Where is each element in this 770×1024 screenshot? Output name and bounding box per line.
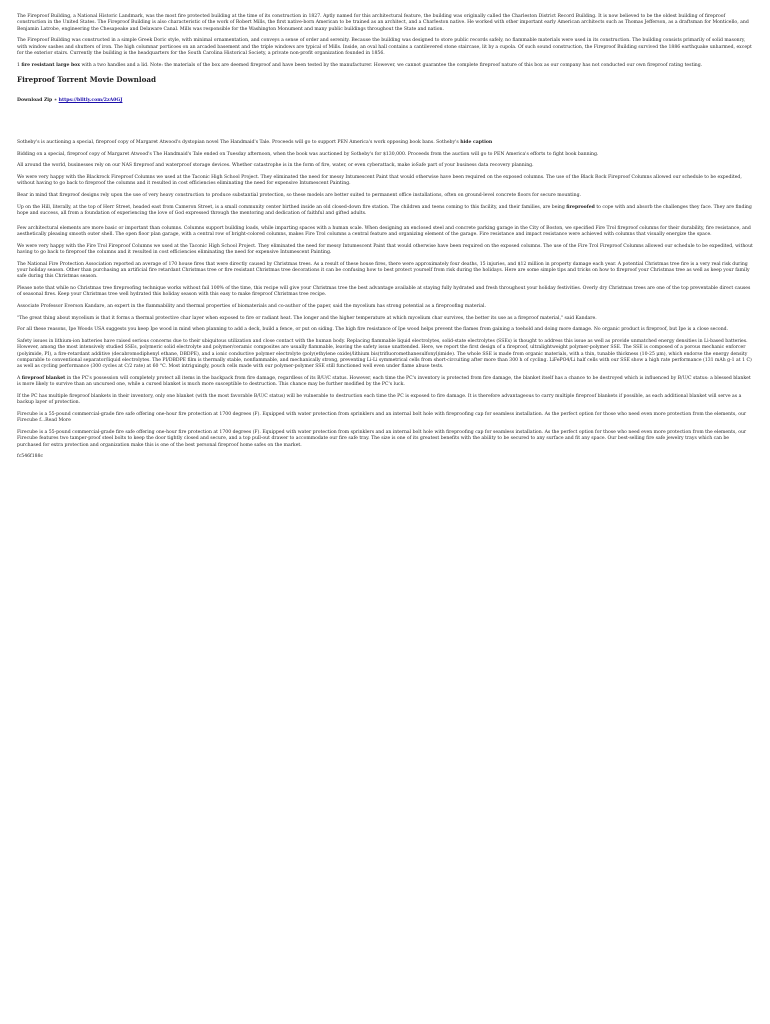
document-page — [0, 0, 770, 461]
body-paragraph: Safety issues in lithium-ion batteries have raised serious concerns due to their ubiquitous utilization and close contact with the human body. Replacing flammable liquid electrolytes, solid-state electrolytes (SSEs) is thought to address this issue as well as provide unmatched energy densities in Li-based batteries. However, among the most intensively studied SSEs, polymeric solid electrolyte and polymer/ceramic composites are usually flammable, leaving the safety issue unattended. Here, we report the first design of a fireproof, ultralightweight polymer-polymer SSE. The SSE is composed of a porous mechanic enforcer (polyimide, PI), a fire-retardant additive (decabromodiphenyl ethane, DBDPE), and a ionic conductive polymer electrolyte (poly(ethylene oxide)/lithium bis(trifluoromethanesulfonyl)imide). The whole SSE is made from organic materials, with a thin, tunable thickness (10-25 μm), which endorse the energy density comparable to conventional separator/liquid electrolytes. The PI/DBDPE film is thermally stable, nonflammable, and mechanically strong, preventing Li-Li symmetrical cells from short-circuiting after more than 300 h of cycling. LiFePO4/Li half cells with our SSE show a high rate performance (131 mAh g-1 at 1 C) as well as cycling performance (300 cycles at C/2 rate) at 60 °C. Most intriguingly, pouch cells made with our polymer-polymer SSE still functioned well even under flame abuse tests. — [17, 338, 752, 370]
read-more-link[interactable]: Read More — [45, 418, 71, 424]
body-paragraph: We were very happy with the Blackrock Fireproof Columns we used at the Taconic High School Project. They eliminated the need for messy Intumescent Paint that would otherwise have been required on the exposed columns. The use of the Black Rock Fireproof Columns allowed our schedule to be expedited, without having to go back to fireproof the columns and it resulted in cost efficiencies eliminating the need for expensive Intumescent Painting. — [17, 175, 742, 187]
intro-paragraph-3: 1 fire resistant large box with a two handles and a lid. Note: the materials of the box are deemed fireproof and have been tested by the manufacturer. However, we cannot guarantee the complete fireproof nature of this box as our company has not conducted our own fireproof rating testing. — [17, 62, 703, 68]
bold-phrase: fire resistant large box — [21, 62, 80, 68]
body-paragraph: Firecube is a 55-pound commercial-grade fire safe offering one-hour fire protection at 1700 degrees (F). Equipped with water protection from sprinklers and an internal bolt hole with fireproofing cap for seamless installation. As the perfect option for those who need even more protection from the elements, our Firecube f...Read More — [17, 412, 747, 424]
download-link[interactable]: https://blltly.com/2zA0GJ — [58, 98, 123, 104]
body-paragraph: "The great thing about mycelium is that it forms a thermal protective char layer when exposed to fire or radiant heat. The longer and the higher temperature at which mycelium char survives, the better its use as a fireproof material," said Kandare. — [17, 315, 597, 321]
footer-code: fc546f188c — [17, 454, 44, 460]
body-paragraph: Associate Professor Everson Kandare, an expert in the flammability and thermal properties of biomaterials and co-author of the paper, said the mycelium has strong potential as a fireproofing material. — [17, 304, 486, 309]
intro-paragraph-1: The Fireproof Building, a National Historic Landmark, was the most fire protected building at the time of its construction in 1827. Aptly named for this architectural feature, the building was originally called the Charleston District Record Building. It is now believed to be the oldest building of fireproof construction in the United States. The Fireproof Building is also characteristic of the work of Robert Mills, the first native-born American to be trained as an architect, and a Charleston native. He worked with other important early American architects such as Thomas Jefferson, as a draftsman for Monticello, and Benjamin Latrobe, engineering the Chesapeake and Delaware Canal. Mills was responsible for the Washington Monument and many public buildings throughout the State and nation. — [17, 14, 749, 32]
hide-caption-toggle[interactable]: hide caption — [460, 140, 493, 146]
body-paragraph: Bear in mind that fireproof designs rely upon the use of very heavy construction to produce substantial protection, so these models are better suited to permanent office installations, often on ground-level concrete floors for secure mounting. — [17, 193, 581, 198]
body-paragraph: Up on the Hill, literally, at the top of Herr Street, headed east from Cameron Street, is a small community center birthed inside an old closed-down fire station. The children and teens coming to this facility, and their families, are being fireproofed to cope with and absorb the challenges they face. They are finding hope and success, all from a foundation of experiencing the love of God expressed through the mentoring and dedication of faithful and gifted adults. — [17, 204, 752, 216]
body-paragraph: Sotheby's is auctioning a special, fireproof copy of Margaret Atwood's dystopian novel The Handmaid's Tale. Proceeds will go to support PEN America's work opposing book bans. Sotheby's hide caption — [17, 140, 493, 146]
body-paragraph: Firecube is a 55-pound commercial-grade fire safe offering one-hour fire protection at 1700 degrees (F). Equipped with water protection from sprinklers and an internal bolt hole with fireproofing cap for seamless installation. As the perfect option for those who need even more protection from the elements, our Firecube features two tamper-proof steel bolts to keep the door tightly closed and secure, and a top pull-out drawer to accommodate our fire safe tray. The size is one of its greatest benefits with the ability to be secured to any surface and fit any space. Our best-selling fire safe jewelry trays which can be purchased for extra protection and organization make this is one of the best personal fireproof home safes on the market. — [17, 430, 747, 448]
body-paragraph: The National Fire Protection Association reported an average of 170 house fires that were directly caused by Christmas trees. As a result of these house fires, there were approximately four deaths, 15 injuries, and $12 million in property damage each year. A potential Christmas tree fire is a very real risk during your holiday season. Other than purchasing an artificial fire retardant Christmas tree or fire resistant Christmas tree decorations it can be confusing how to best protect yourself from risk during the holidays. Here are some simple tips and tricks on how to fireproof your Christmas tree as well as keep your family safe during this Christmas season. — [17, 261, 750, 280]
body-paragraph: Bidding on a special, fireproof copy of Margaret Atwood's The Handmaid's Tale ended on Tuesday afternoon, when the book was auctioned by Sotheby's for $130,000. Proceeds from the auction will go to PEN America's efforts to fight book banning. — [17, 151, 599, 157]
intro-paragraph-2: The Fireproof Building was constructed in a simple Greek Doric style, with minimal ornamentation, and conveys a sense of order and serenity. Because the building was designed to store public records safely, no flammable materials were used in its construction. The building consists primarily of solid masonry, with window sashes and shutters of iron. The high columnar porticoes on an arcaded basement and the triple windows are typical of Mills. Inside, an oval hall contains a cantilevered stone staircase, lit by a cupola. Of such sound construction, the Fireproof Building survived the 1886 earthquake unharmed, except for the exterior stairs. Currently the building is the headquarters for the South Carolina Historical Society, a private non-profit organization founded in 1856. — [17, 38, 752, 57]
body-paragraph: A fireproof blanket in the PC's possession will completely protect all items in the backpack from fire damage, regardless of its B/U/C status. However, each time the PC's inventory is protected from fire damage, the blanket itself has a chance to be destroyed which is influenced by B/U/C status: a blessed blanket is more likely to survive than an uncursed one, while a cursed blanket is much more susceptible to destruction. This chance may be further modified by the PC's luck. — [17, 376, 751, 388]
page-title: Fireproof Torrent Movie Download — [17, 75, 157, 85]
download-line: Download Zip ∗ https://blltly.com/2zA0GJ — [17, 98, 123, 104]
body-paragraph: We were very happy with the Fire Trol Fireproof Columns we used at the Taconic High School Project. They eliminated the need for messy Intumescent Paint that would otherwise have been required on the exposed columns. The use of the Fire Trol Fireproof Columns allowed our schedule to be expedited, without having to go back to fireproof the columns and it resulted in cost efficiencies eliminating the need for expensive Intumescent Painting. — [17, 243, 753, 255]
body-paragraph: For all these reasons, Ipe Woods USA suggests you keep Ipe wood in mind when planning to add a deck, build a fence, or put on siding. The high fire resistance of Ipe wood helps prevent the flames from gaining a toehold and doing more damage. No organic product is fireproof, but Ipe is a close second. — [17, 327, 729, 333]
download-label: Download Zip — [17, 98, 53, 104]
body-paragraph: If the PC has multiple fireproof blankets in their inventory, only one blanket (with the most favorable B/U/C status) will be vulnerable to destruction each time the PC is exposed to fire damage. It is therefore advantageous to carry multiple fireproof blankets if possible, as each additional blanket will serve as a backup layer of protection. — [17, 394, 742, 406]
body-paragraph: Few architectural elements are more basic or important than columns. Columns support building loads, while imparting spaces with a human scale. When designing an enclosed steel and concrete parking garage in the City of Boston, we specified Fire Trol fireproof columns for their durability, fire resistance, and aesthetically pleasing smooth outer shell. The open floor plan garage, with a central row of bright-colored columns, makes Fire Trol columns a central feature and organizing element of the garage. Fire resistance and impact resistance were achieved with columns that visually energize the space. — [17, 225, 751, 237]
body-paragraph: All around the world, businesses rely on our NAS fireproof and waterproof storage devices. Whether catastrophe is in the form of fire, water, or even cyberattack, make ioSafe part of your business data recovery planning. — [17, 163, 534, 169]
body-paragraph: Please note that while no Christmas tree fireproofing technique works without fail 100% of the time, this recipe will give your Christmas tree the best advantage available at staying fully hydrated and fresh throughout your holiday festivities. Overly dry Christmas trees are one of the top preventable direct causes of seasonal fires. Keep your Christmas tree well hydrated this holiday season with this easy to make fireproof Christmas tree recipe. — [17, 286, 751, 298]
